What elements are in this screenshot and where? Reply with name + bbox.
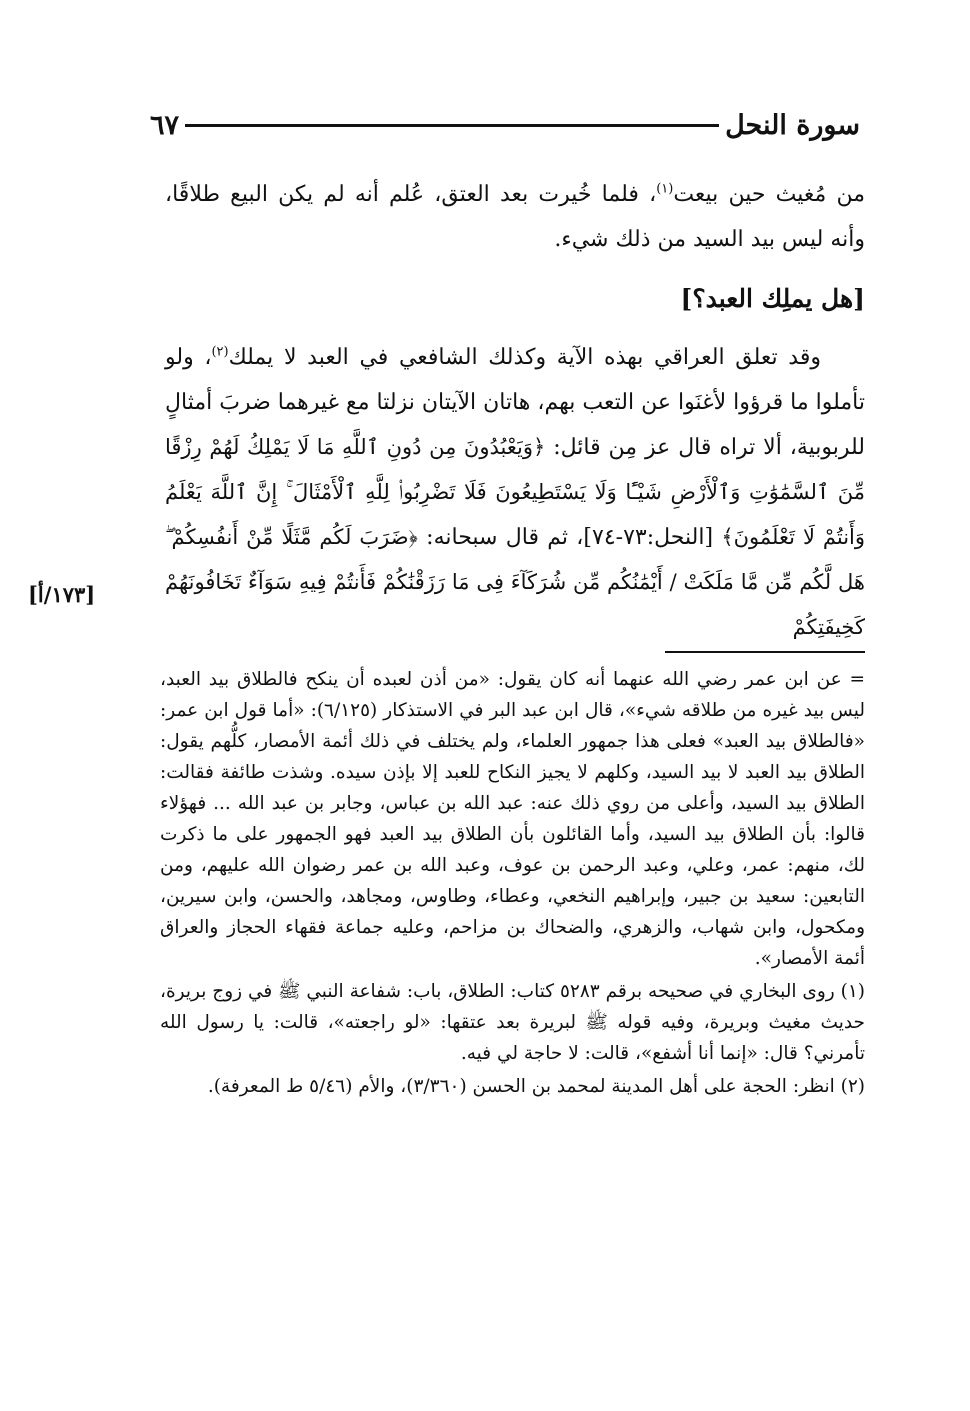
header-rule [185,124,719,127]
quran-verse-1: ﴿وَيَعْبُدُونَ مِن دُونِ ٱللَّهِ مَا لَا يَمْلِكُ لَهُمْ رِزْقًا مِّنَ ٱلسَّمَٰوَٰتِ وَٱلْأَرْضِ شَيْـًٔا وَلَا يَسْتَطِيعُونَ فَلَا تَضْرِبُوا۟ لِلَّهِ ٱلْأَمْثَالَ ۚ إِنَّ ٱللَّهَ يَعْلَمُ وَأَنتُمْ لَا تَعْلَمُونَ﴾ [165,435,866,549]
footnote-ref-1[interactable]: (١) [656,181,674,197]
section-heading: [هل يملِك العبد؟] [680,284,865,313]
paragraph-2 [165,335,865,650]
paragraph-1 [165,172,865,262]
footnotes [160,664,865,1102]
text-span: ، ثم قال سبحانه: [426,525,584,550]
footnote-1: (١) روى البخاري في صحيحه برقم ٥٢٨٣ كتاب: الطلاق، باب: شفاعة النبي ﷺ في زوج بريرة، حديث مغيث وبريرة، وفيه قوله ﷺ لبريرة بعد عتقها: «لو راجعته»، قالت: يا رسول الله تأمرني؟ قال: «إنما أنا أشفع»، قالت: لا حاجة لي فيه. [160,981,865,1064]
text-span: ، ولو تأملوا ما قرؤوا لأغنَوا عن التعب بهم، هاتان الآيتان نزلتا مع غيرهما ضربَ أمثالٍ للربوبية، ألا تراه قال عز مِن قائل: [165,345,865,460]
running-header [150,105,860,145]
page-number: ٦٧ [150,109,180,141]
manuscript-folio-marker: [١٧٣/أ] [28,582,96,607]
surah-title: سورة النحل [725,109,860,141]
text-span: ، فلما خُيرت بعد العتق، عُلم أنه لم يكن البيع طلاقًا، وأنه ليس بيد السيد من ذلك شيء. [165,182,865,252]
quran-verse-2: ﴿ضَرَبَ لَكُم مَّثَلًا مِّنْ أَنفُسِكُمْ ۖ هَل لَّكُم مِّن مَّا مَلَكَتْ / أَيْمَٰنُكُم مِّن شُرَكَآءَ فِى مَا رَزَقْنَٰكُمْ فَأَنتُمْ فِيهِ سَوَآءٌ تَخَافُونَهُمْ كَخِيفَتِكُمْ [165,525,865,639]
footnote-separator [665,651,865,653]
footnote-2: (٢) انظر: الحجة على أهل المدينة لمحمد بن الحسن (٣/٣٦٠)، والأم (٥/٤٦ ط المعرفة). [207,1076,865,1097]
verse-citation: [النحل:٧٣-٧٤] [583,525,714,550]
footnote-ref-2[interactable]: (٢) [211,344,229,360]
text-span: وقد تعلق العراقي بهذه الآية وكذلك الشافعي في العبد لا يملك [228,345,821,370]
main-text [165,172,865,650]
text-span: من مُغيث حين بيعت [673,182,865,207]
footnote-continuation: = عن ابن عمر رضي الله عنهما أنه كان يقول: «من أذن لعبده أن ينكح فالطلاق بيد العبد، ليس بيد غيره من طلاقه شيء»، قال ابن عبد البر في الاستذكار (٦/١٢٥): «أما قول ابن عمر: «فالطلاق بيد العبد» فعلى هذا جمهور العلماء، ولم يختلف في ذلك أئمة الأمصار، كلُّهم يقول: الطلاق بيد العبد لا بيد السيد، وكلهم لا يجيز النكاح للعبد إلا بإذن سيده. وشذت طائفة فقالت: الطلاق بيد السيد، وأعلى من روي ذلك عنه: عبد الله بن عباس، وجابر بن عبد الله ... فهؤلاء قالوا: بأن الطلاق بيد السيد، وأما القائلون بأن الطلاق بيد العبد فهو الجمهور على ما ذكرت لك، منهم: عمر، وعلي، وعبد الرحمن بن عوف، وعبد الله بن عمر رضوان الله عليهم، ومن التابعين: سعيد بن جبير، وإبراهيم النخعي، وعطاء، وطاوس، ومجاهد، والحسن، وابن سيرين، ومكحول، وابن شهاب، والزهري، والضحاك بن مزاحم، وعليه جماعة فقهاء الحجاز والعراق أئمة الأمصار». [160,669,865,969]
